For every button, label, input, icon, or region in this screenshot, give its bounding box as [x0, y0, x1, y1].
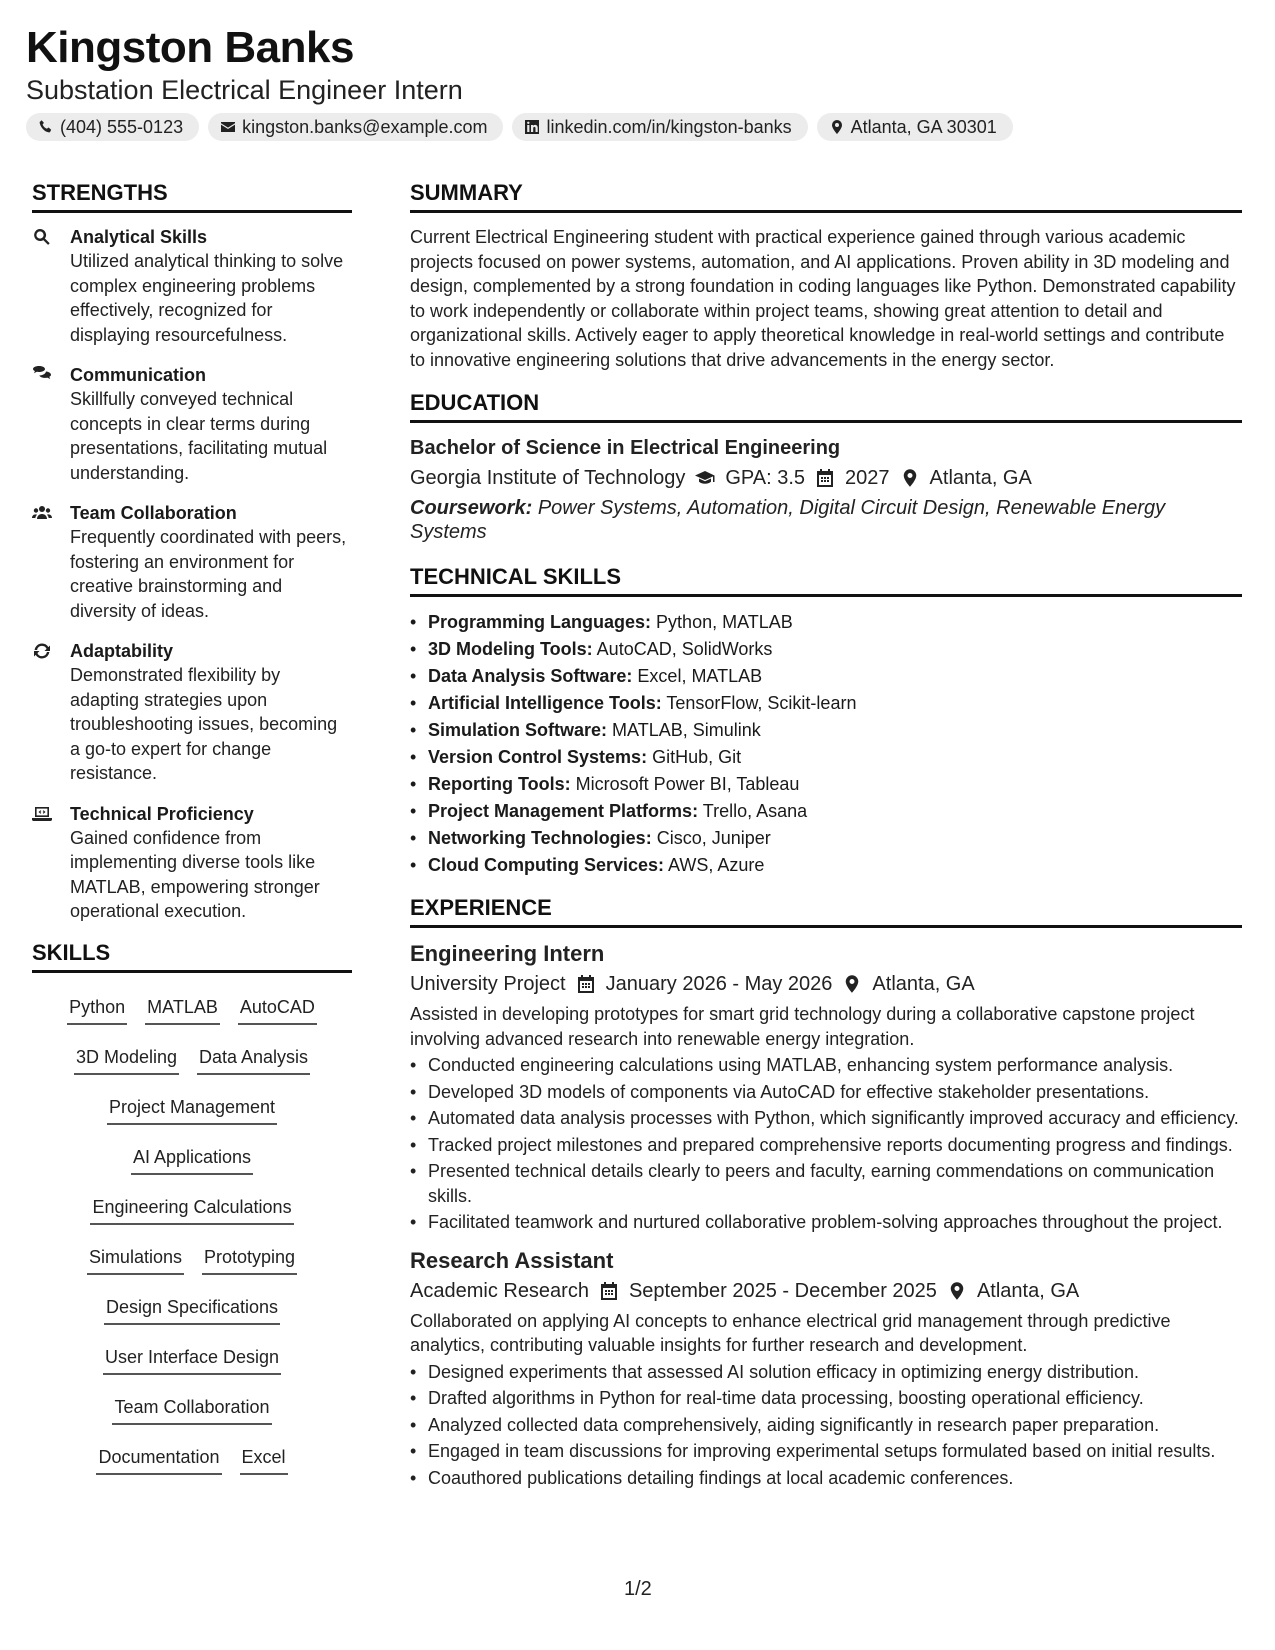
skill-tag: AI Applications [131, 1139, 253, 1175]
technical-skill-value: Python, MATLAB [656, 612, 793, 632]
contact-location[interactable] [817, 113, 1013, 141]
job-bullet: • Facilitated teamwork and nurtured collaborative problem-solving approaches throughout the project. [428, 1210, 1242, 1235]
technical-skill-item [428, 798, 1242, 825]
skill-tag: 3D Modeling [74, 1039, 179, 1075]
strength-desc: Demonstrated flexibility by adapting strategies upon troubleshooting issues, becoming a go-to expert for change resistance. [70, 665, 338, 783]
skill-tag: Excel [240, 1439, 288, 1475]
skill-tag: Team Collaboration [112, 1389, 271, 1425]
job-bullets [410, 1360, 1242, 1491]
job-bullets [410, 1053, 1242, 1235]
strength-item [32, 802, 352, 924]
phone-icon [38, 119, 54, 135]
technical-skill-value: AutoCAD, SolidWorks [596, 639, 773, 659]
technical-skill-label: Data Analysis Software: [428, 666, 633, 686]
coursework [410, 496, 1242, 544]
technical-skill-value: Excel, MATLAB [637, 666, 763, 686]
skill-tag: User Interface Design [103, 1339, 281, 1375]
technical-skill-label: Cloud Computing Services: [428, 855, 665, 875]
technical-skill-value: TensorFlow, Scikit-learn [666, 693, 857, 713]
skill-tag: Simulations [87, 1239, 184, 1275]
job-bullet: • Drafted algorithms in Python for real-time data processing, boosting operational efficiency. [428, 1386, 1242, 1411]
technical-skill-item [428, 825, 1242, 852]
technical-skill-item [428, 771, 1242, 798]
technical-skill-item [428, 717, 1242, 744]
sync-arrows-icon [32, 641, 52, 661]
technical-skill-label: Version Control Systems: [428, 747, 648, 767]
map-pin-icon [947, 1281, 967, 1301]
strength-item [32, 501, 352, 623]
job-bullet: • Presented technical details clearly to peers and faculty, earning commendations on communication skills. [428, 1159, 1242, 1208]
skill-tag: Engineering Calculations [90, 1189, 293, 1225]
strength-title: Technical Proficiency [70, 803, 254, 824]
technical-skills-list [410, 609, 1242, 879]
page-number: 1/2 [624, 1578, 652, 1600]
resume-header [26, 22, 1246, 141]
calendar-icon [576, 974, 596, 994]
job-bullet: • Engaged in team discussions for improving experimental setups formulated based on initial results. [428, 1439, 1242, 1464]
technical-skill-label: Artificial Intelligence Tools: [428, 693, 662, 713]
technical-skill-label: Reporting Tools: [428, 774, 571, 794]
strength-desc: Utilized analytical thinking to solve complex engineering problems effectively, recognized for displaying resourcefulness. [70, 251, 344, 345]
degree-title: Bachelor of Science in Electrical Engineering [410, 437, 841, 459]
technical-skill-label: Project Management Platforms: [428, 801, 699, 821]
technical-skill-label: Programming Languages: [428, 612, 652, 632]
strength-title: Analytical Skills [70, 227, 208, 247]
skill-tag: Prototyping [202, 1239, 297, 1275]
map-pin-icon [842, 974, 862, 994]
education-location: Atlanta, GA [929, 467, 1032, 489]
summary-heading: SUMMARY [410, 180, 1242, 213]
job-org: Academic Research [410, 1279, 589, 1302]
technical-skill-value: Microsoft Power BI, Tableau [575, 774, 800, 794]
phone-text: (404) 555-0123 [60, 117, 184, 137]
job-dates: January 2026 - May 2026 [605, 973, 833, 995]
technical-skill-label: Simulation Software: [428, 720, 608, 740]
skill-tag: Data Analysis [197, 1039, 310, 1075]
technical-skill-item [428, 663, 1242, 690]
technical-skill-item [428, 852, 1242, 879]
strength-desc: Frequently coordinated with peers, fostering an environment for creative brainstorming and diversity of ideas. [70, 527, 347, 621]
map-pin-icon [829, 119, 845, 135]
technical-skills-heading: TECHNICAL SKILLS [410, 564, 1242, 597]
technical-skill-item [428, 609, 1242, 636]
technical-skill-item [428, 690, 1242, 717]
job-bullet: • Analyzed collected data comprehensively, aiding significantly in research paper preparation. [428, 1413, 1242, 1438]
strength-item [32, 225, 352, 347]
job-title: Engineering Intern [410, 941, 605, 966]
skill-tag: MATLAB [145, 989, 220, 1025]
technical-skill-label: 3D Modeling Tools: [428, 639, 593, 659]
strength-desc: Skillfully conveyed technical concepts in clear terms during presentations, facilitating mutual understanding. [70, 389, 328, 483]
skill-tag: Design Specifications [104, 1289, 280, 1325]
envelope-icon [220, 119, 236, 135]
skill-tag: Documentation [96, 1439, 221, 1475]
location-text: Atlanta, GA 30301 [850, 117, 997, 137]
job-bullet: • Coauthored publications detailing findings at local academic conferences. [428, 1466, 1242, 1491]
strength-item [32, 639, 352, 786]
job-org: University Project [410, 973, 566, 995]
job-bullet: • Developed 3D models of components via AutoCAD for effective stakeholder presentations. [428, 1080, 1242, 1105]
magnifier-icon [32, 227, 52, 247]
skills-tags [32, 985, 352, 1489]
skill-tag: Project Management [107, 1089, 277, 1125]
skill-tag: Python [67, 989, 127, 1025]
experience-heading: EXPERIENCE [410, 895, 1242, 928]
strength-title: Communication [70, 365, 207, 385]
email-text: kingston.banks@example.com [242, 117, 488, 137]
summary-text: Current Electrical Engineering student with practical experience gained through various academic projects focused on power systems, automation, and AI applications. Proven ability in 3D modeling and design, complemented by a strong foundation in coding languages like Python. Demonstrated capability to work independently or collaborate within project teams, showing great attention to detail and organizational skills. Actively eager to apply theoretical knowledge in real-world settings and contribute to innovative engineering solutions that drive advancements in the energy sector. [410, 227, 1236, 370]
job-bullet: • Automated data analysis processes with Python, which significantly improved accuracy and efficiency. [428, 1106, 1242, 1131]
laptop-code-icon [32, 804, 52, 824]
technical-skill-value: AWS, Azure [668, 855, 765, 875]
linkedin-text: linkedin.com/in/kingston-banks [546, 117, 792, 137]
school-name: Georgia Institute of Technology [410, 467, 686, 489]
job-meta [410, 1277, 1242, 1305]
education-meta [410, 464, 1242, 492]
strength-desc: Gained confidence from implementing diverse tools like MATLAB, empowering stronger operational execution. [70, 827, 320, 921]
job-entry [410, 940, 1242, 1235]
technical-skill-value: GitHub, Git [652, 747, 742, 767]
strength-title: Team Collaboration [70, 503, 237, 523]
linkedin-icon [524, 119, 540, 135]
strengths-heading: STRENGTHS [32, 180, 352, 213]
contact-email[interactable] [208, 113, 503, 141]
contact-phone[interactable] [26, 113, 199, 141]
skills-heading: SKILLS [32, 940, 352, 973]
coursework-label: Coursework: [410, 497, 533, 519]
contact-linkedin[interactable] [512, 113, 807, 141]
technical-skill-item [428, 636, 1242, 663]
job-bullet: • Tracked project milestones and prepared comprehensive reports documenting progress and findings. [428, 1133, 1242, 1158]
calendar-icon [599, 1281, 619, 1301]
job-bullet: • Conducted engineering calculations using MATLAB, enhancing system performance analysis. [428, 1053, 1242, 1078]
job-bullet: • Designed experiments that assessed AI solution efficacy in optimizing energy distribution. [428, 1360, 1242, 1385]
people-group-icon [32, 503, 52, 523]
job-title: Research Assistant [410, 1247, 614, 1273]
job-description: Assisted in developing prototypes for smart grid technology during a collaborative capstone project involving advanced research into renewable energy integration. [410, 1004, 1195, 1049]
grad-year: 2027 [845, 467, 890, 489]
job-location: Atlanta, GA [872, 973, 975, 995]
education-heading: EDUCATION [410, 390, 1242, 423]
candidate-title: Substation Electrical Engineer Intern [26, 75, 463, 105]
coursework-list: Power Systems, Automation, Digital Circuit Design, Renewable Energy Systems [410, 497, 1166, 543]
technical-skill-label: Networking Technologies: [428, 828, 652, 848]
job-entry [410, 1247, 1242, 1491]
calendar-icon [815, 468, 835, 488]
technical-skill-value: Cisco, Juniper [656, 828, 771, 848]
experience-list [410, 940, 1242, 1490]
job-description: Collaborated on applying AI concepts to enhance electrical grid management through predictive analytics, contributing valuable insights for further research and development. [410, 1310, 1171, 1355]
gpa-text: GPA: 3.5 [725, 467, 806, 489]
contact-bar [26, 113, 1246, 141]
technical-skill-item [428, 744, 1242, 771]
strength-item [32, 363, 352, 485]
job-dates: September 2025 - December 2025 [628, 1279, 937, 1302]
map-pin-icon [900, 468, 920, 488]
technical-skill-value: MATLAB, Simulink [612, 720, 761, 740]
skill-tag: AutoCAD [238, 989, 317, 1025]
technical-skill-value: Trello, Asana [702, 801, 808, 821]
left-column [32, 180, 352, 1489]
job-meta [410, 970, 1242, 998]
right-column [410, 180, 1242, 1502]
strength-title: Adaptability [70, 641, 174, 661]
job-location: Atlanta, GA [976, 1279, 1080, 1302]
graduation-cap-icon [695, 468, 715, 488]
chat-bubbles-icon [32, 365, 52, 385]
candidate-name: Kingston Banks [26, 23, 354, 72]
